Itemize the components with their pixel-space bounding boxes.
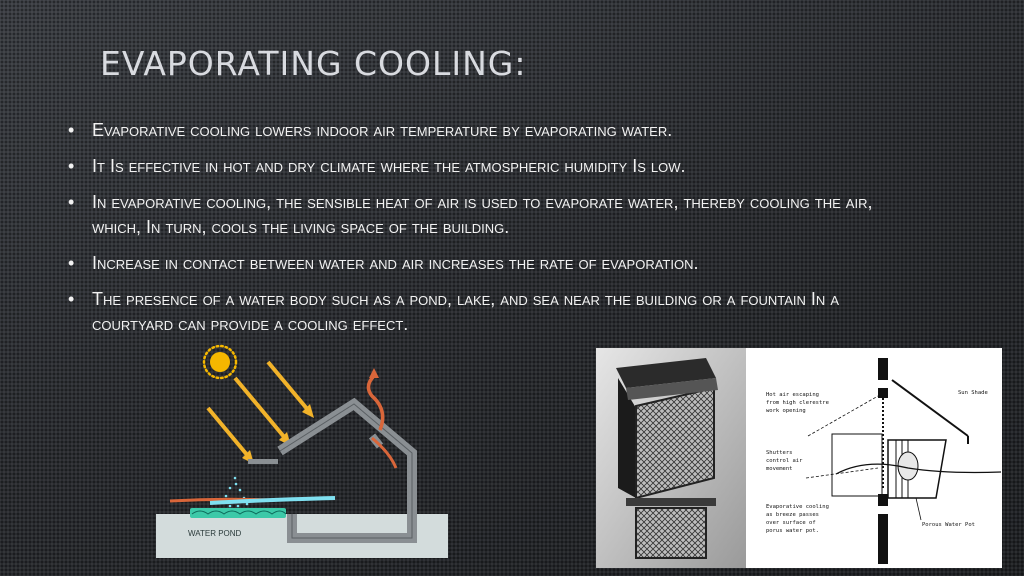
pond-label: WATER POND bbox=[188, 529, 242, 538]
bullet-dot: • bbox=[68, 156, 75, 176]
label-shutters-1: Shutters bbox=[766, 450, 793, 456]
bullet-item bbox=[64, 251, 924, 276]
window-evaporative-sketch bbox=[596, 348, 1002, 568]
label-sun-shade: Sun Shade bbox=[958, 390, 988, 396]
label-shutters-2: control air bbox=[766, 458, 803, 464]
bullet-text: In evaporative cooling, the sensible heat of air is used to evaporate water, thereby cooling the air, which, In turn, cools the living space of the building. bbox=[92, 192, 873, 237]
bullet-item bbox=[64, 190, 924, 240]
bullet-item bbox=[64, 287, 924, 337]
label-hot-air-1: Hot air escaping bbox=[766, 392, 819, 398]
section-diagram bbox=[806, 358, 1001, 564]
bullet-text: Increase in contact between water and air increases the rate of evaporation. bbox=[92, 253, 699, 273]
bullet-text: It Is effective in hot and dry climate where the atmospheric humidity Is low. bbox=[92, 156, 686, 176]
bullet-item bbox=[64, 118, 924, 143]
label-evap-3: over surface of bbox=[766, 520, 816, 526]
bullet-list bbox=[64, 118, 924, 348]
slide-title: EVAPORATING COOLING: bbox=[100, 44, 527, 83]
label-shutters-3: movement bbox=[766, 466, 793, 472]
label-porous-pot: Porous Water Pot bbox=[922, 522, 975, 528]
label-hot-air-2: from high clerestre bbox=[766, 400, 829, 406]
bullet-text: The presence of a water body such as a pond, lake, and sea near the building or a fountain In a courtyard can provide a cooling effect. bbox=[92, 289, 839, 334]
bullet-dot: • bbox=[68, 120, 75, 140]
sun-rays bbox=[208, 362, 314, 464]
bullet-item bbox=[64, 154, 924, 179]
house-pond-illustration bbox=[150, 338, 460, 563]
evaporative-cooling-diagram bbox=[150, 338, 460, 563]
bullet-dot: • bbox=[68, 289, 75, 309]
label-evap-1: Evaporative cooling bbox=[766, 504, 829, 510]
bullet-dot: • bbox=[68, 192, 75, 212]
label-evap-4: porus water pot. bbox=[766, 528, 819, 534]
label-evap-2: as breeze passes bbox=[766, 512, 819, 518]
sun-icon bbox=[204, 346, 236, 378]
bullet-text: Evaporative cooling lowers indoor air temperature by evaporating water. bbox=[92, 120, 673, 140]
building-section-figure bbox=[596, 348, 1002, 568]
label-hot-air-3: work opening bbox=[766, 408, 806, 414]
bullet-dot: • bbox=[68, 253, 75, 273]
